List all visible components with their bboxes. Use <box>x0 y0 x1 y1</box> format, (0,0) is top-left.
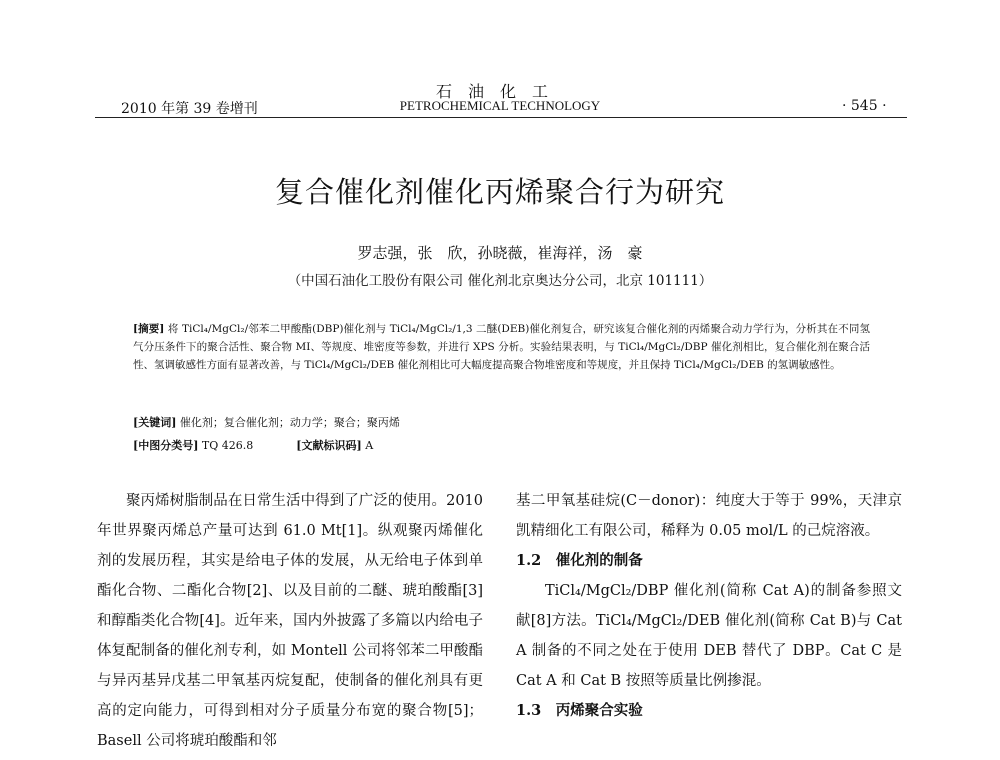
keywords-text: 催化剂；复合催化剂；动力学；聚合；聚丙烯 <box>179 416 400 429</box>
reagent-paragraph: 基二甲氧基硅烷(C－donor)：纯度大于等于 99%，天津京凯精细化工有限公司，稀释为 0.05 mol/L 的己烷溶液。 <box>516 493 902 539</box>
keywords <box>133 414 400 430</box>
intro-paragraph: 聚丙烯树脂制品在日常生活中得到了广泛的使用。2010 年世界聚丙烯总产量可达到 61.0 Mt[1]。纵观聚丙烯催化剂的发展历程，其实是给电子体的发展，从无给电子体到单酯化合物、二酯化合物[2]、以及目前的二醚、琥珀酸酯[3]和醇酯类化合物[4]。近年来，国内外披露了多篇以内给电子体复配制备的催化剂专利，如 Montell 公司将邻苯二甲酸酯与异丙基异戊基二甲氧基丙烷复配，使制备的催化剂具有更高的定向能力，可得到相对分子质量分布宽的聚合物[5]；Basell 公司将琥珀酸酯和邻 <box>97 493 483 749</box>
header-rule <box>95 117 907 118</box>
body-column-left <box>97 486 483 756</box>
journal-name-cn: 石油化工 <box>435 82 564 101</box>
abstract-text: 将 TiCl₄/MgCl₂/邻苯二甲酸酯(DBP)催化剂与 TiCl₄/MgCl₂/1,3 二醚(DEB)催化剂复合，研究该复合催化剂的丙烯聚合动力学行为，分析其在不同氢气分压条件下的聚合活性、聚合物 MI、等规度、堆密度等参数，并进行 XPS 分析。实验结果表明，与 TiCl₄/MgCl₂/DBP 催化剂相比，复合催化剂在聚合活性、氢调敏感性方面有显著改善，与 TiCl₄/MgCl₂/DEB 催化剂相比可大幅度提高聚合物堆密度和等规度，并且保持 TiCl₄/MgCl₂/DEB 的氢调敏感性。 <box>133 323 870 371</box>
body-column-right <box>516 486 902 726</box>
keywords-label: [关键词] <box>133 416 177 429</box>
doc-code-value: A <box>365 439 374 452</box>
abstract <box>133 320 870 374</box>
authors: 罗志强，张 欣，孙晓薇，崔海祥，汤 豪 <box>357 244 643 262</box>
classification-label: [中图分类号] <box>133 439 199 452</box>
catalyst-paragraph: TiCl₄/MgCl₂/DBP 催化剂(简称 Cat A)的制备参照文献[8]方法。TiCl₄/MgCl₂/DEB 催化剂(简称 Cat B)与 Cat A 制备的不同之处在于使用 DEB 替代了 DBP。Cat C 是 Cat A 和 Cat B 按照等质量比例掺混。 <box>516 583 902 689</box>
paper-title: 复合催化剂催化丙烯聚合行为研究 <box>274 175 725 209</box>
issue-info: 2010 年第 39 卷增刊 <box>121 101 258 117</box>
abstract-label: [摘要] <box>133 323 165 335</box>
section-heading: 1.3 丙烯聚合实验 <box>516 702 643 719</box>
journal-name-en: PETROCHEMICAL TECHNOLOGY <box>399 98 601 113</box>
page-number: · 545 · <box>842 98 887 114</box>
affiliation: （中国石油化工股份有限公司 催化剂北京奥达分公司，北京 101111） <box>287 273 713 289</box>
section-heading: 1.2 催化剂的制备 <box>516 552 643 569</box>
classification-value: TQ 426.8 <box>201 439 254 452</box>
classification <box>133 437 373 453</box>
doc-code-label: [文献标识码] <box>296 439 362 452</box>
